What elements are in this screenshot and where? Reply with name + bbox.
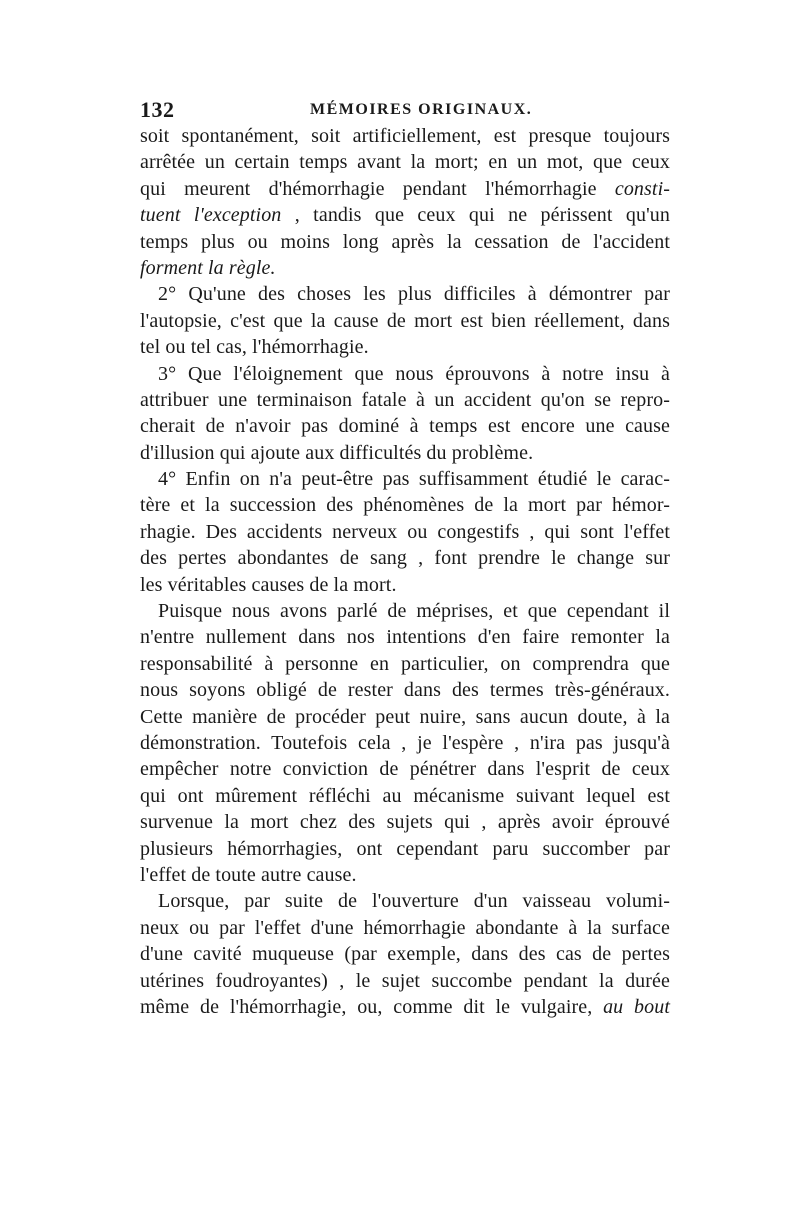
line-text: tère et la succession des phénomènes de la mort par hémor- — [140, 494, 670, 517]
line-text: Cette manière de procéder peut nuire, sans aucun doute, à la — [140, 705, 670, 728]
text-line — [140, 915, 670, 941]
line-text: 4° Enfin on n'a peut-être pas suffisamment étudié le carac- — [158, 468, 670, 491]
text-line — [140, 809, 670, 835]
text-line — [140, 492, 670, 518]
line-text: les véritables causes de la mort. — [140, 573, 397, 596]
italic-text: au bout — [603, 995, 670, 1018]
text-line — [140, 756, 670, 782]
italic-text: forment la règle. — [140, 256, 276, 279]
line-text: même de l'hémorrhagie, ou, comme dit le vulgaire, — [140, 995, 604, 1018]
line-text: empêcher notre conviction de pénétrer dans l'esprit de ceux — [140, 758, 670, 781]
line-text: , tandis que ceux qui ne périssent qu'un — [281, 204, 670, 227]
text-line — [140, 466, 670, 492]
line-text: l'autopsie, c'est que la cause de mort est bien réellement, dans — [140, 309, 670, 332]
page-number: 132 — [140, 97, 175, 122]
text-line — [140, 387, 670, 413]
text-line — [140, 888, 670, 914]
line-text: démonstration. Toutefois cela , je l'espère , n'ira pas jusqu'à — [140, 731, 670, 754]
text-line — [140, 123, 670, 149]
text-line — [140, 783, 670, 809]
line-text: 3° Que l'éloignement que nous éprouvons à notre insu à — [158, 362, 670, 385]
line-text: qui meurent d'hémorrhagie pendant l'hémorrhagie — [140, 177, 615, 200]
text-line — [140, 413, 670, 439]
text-line — [140, 704, 670, 730]
text-line — [140, 862, 670, 888]
text-line — [140, 994, 670, 1020]
text-line — [140, 572, 670, 598]
text-line — [140, 255, 670, 281]
line-text: rhagie. Des accidents nerveux ou congestifs , qui sont l'effet — [140, 520, 670, 543]
text-line — [140, 545, 670, 571]
line-text: temps plus ou moins long après la cessation de l'accident — [140, 230, 670, 253]
text-line — [140, 202, 670, 228]
italic-text: consti- — [614, 177, 670, 200]
line-text: utérines foudroyantes) , le sujet succombe pendant la durée — [140, 969, 670, 992]
body-text — [140, 123, 670, 1020]
text-line — [140, 651, 670, 677]
line-text: arrêtée un certain temps avant la mort; en un mot, que ceux — [140, 151, 670, 174]
line-text: n'entre nullement dans nos intentions d'en faire remonter la — [140, 626, 670, 649]
text-line — [140, 677, 670, 703]
italic-text: tuent l'exception — [140, 204, 282, 227]
text-line — [140, 941, 670, 967]
text-line — [140, 334, 670, 360]
text-line — [140, 440, 670, 466]
line-text: 2° Qu'une des choses les plus difficiles à démontrer par — [158, 283, 670, 306]
text-line — [140, 968, 670, 994]
line-text: soit spontanément, soit artificiellement, est presque toujours — [140, 125, 670, 147]
line-text: neux ou par l'effet d'une hémorrhagie abondante à la surface — [140, 916, 670, 939]
line-text: Lorsque, par suite de l'ouverture d'un vaisseau volumi- — [158, 890, 670, 913]
line-text: qui ont mûrement réfléchi au mécanisme suivant lequel est — [140, 784, 670, 807]
text-line — [140, 836, 670, 862]
text-line — [140, 361, 670, 387]
line-text: d'une cavité muqueuse (par exemple, dans des cas de pertes — [140, 943, 670, 966]
line-text: plusieurs hémorrhagies, ont cependant paru succomber par — [140, 837, 670, 860]
line-text: responsabilité à personne en particulier, on comprendra que — [140, 652, 670, 675]
text-line — [140, 598, 670, 624]
text-line — [140, 176, 670, 202]
text-line — [140, 281, 670, 307]
text-line — [140, 624, 670, 650]
line-text: cherait de n'avoir pas dominé à temps est encore une cause — [140, 415, 670, 438]
text-line — [140, 229, 670, 255]
text-line — [140, 149, 670, 175]
line-text: tel ou tel cas, l'hémorrhagie. — [140, 336, 369, 359]
line-text: survenue la mort chez des sujets qui , après avoir éprouvé — [140, 811, 670, 834]
text-line — [140, 730, 670, 756]
running-title: MÉMOIRES ORIGINAUX. — [310, 101, 533, 118]
text-line — [140, 308, 670, 334]
line-text: Puisque nous avons parlé de méprises, et que cependant il — [158, 600, 670, 623]
line-text: nous soyons obligé de rester dans des termes très-généraux. — [140, 679, 670, 702]
line-text: des pertes abondantes de sang , font prendre le change sur — [140, 547, 670, 570]
text-line — [140, 519, 670, 545]
line-text: attribuer une terminaison fatale à un accident qu'on se repro- — [140, 388, 670, 411]
line-text: d'illusion qui ajoute aux difficultés du problème. — [140, 441, 534, 464]
line-text: l'effet de toute autre cause. — [140, 863, 357, 886]
